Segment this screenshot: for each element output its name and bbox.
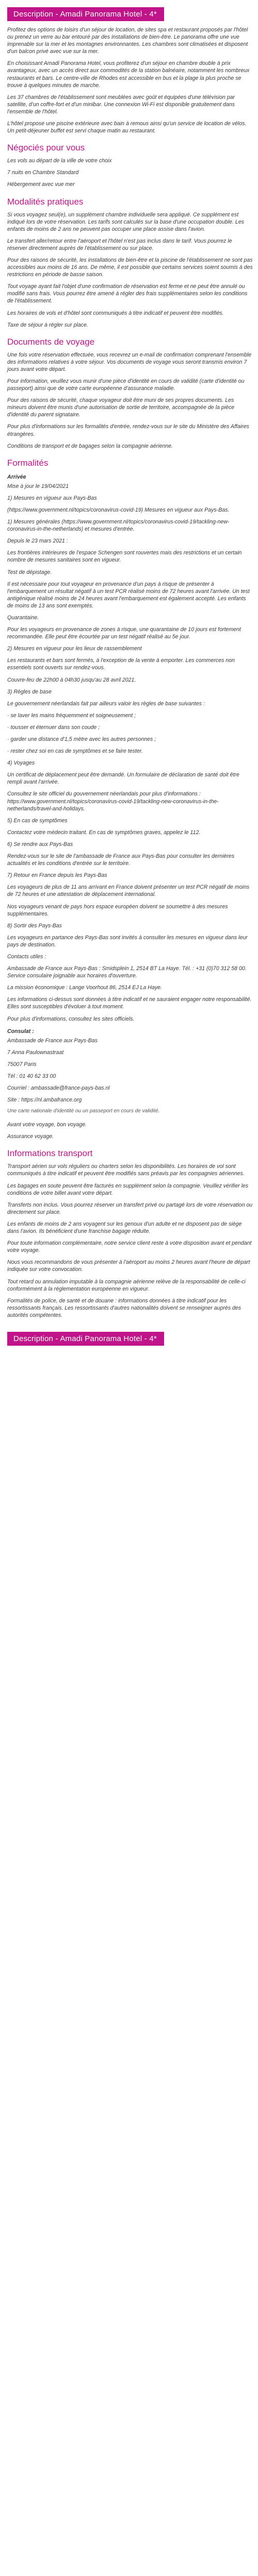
formalites-list xyxy=(7,483,253,1023)
info-paragraph: Transport aérien sur vols réguliers ou charters selon les disponibilités. Les horaires de vol sont communiqués à titre indicatif et peuvent être modifiés sans préavis par les compagnies aériennes. xyxy=(7,1163,245,1177)
consulat-line: 7 Anna Paulownastraat xyxy=(7,1049,64,1056)
formalites-paragraph: Un certificat de déplacement peut être demandé. Un formulaire de déclaration de santé doit être rempli avant l'arrivée. xyxy=(7,772,239,786)
formalites-paragraph: Contactez votre médecin traitant. En cas de symptômes graves, appelez le 112. xyxy=(7,829,201,836)
formalites-paragraph: 7) Retour en France depuis les Pays-Bas xyxy=(7,872,107,879)
formalites-paragraph: 5) En cas de symptômes xyxy=(7,817,68,824)
modalites-paragraph: Pour des raisons de sécurité, les installations de bien-être et la piscine de l'établissement ne sont pas accessibles aux moins de 16 ans. De même, il est possible que certains services soient soumis à des restrictions en période de basse saison. xyxy=(7,257,253,278)
id-caption: Une carte nationale d'identité ou un passeport en cours de validité. xyxy=(7,1108,160,1114)
formalites-paragraph: (https://www.government.nl/topics/coronavirus-covid-19) Mesures en vigueur aux Pays-Bas. xyxy=(7,506,230,513)
consulat-label: Consulat : xyxy=(7,1028,34,1035)
intro-paragraph: Les 37 chambres de l'établissement sont meublées avec goût et équipées d'une télévision par satellite, d'un coffre-fort et d'un minibar. Une connexion Wi-Fi est disponible gratuitement dans l'ensemble de l'hôtel. xyxy=(7,94,235,115)
consulat-address xyxy=(7,1037,253,1104)
hotel-title-banner: Description - Amadi Panorama Hotel - 4* xyxy=(7,7,164,21)
formalites-paragraph: Les frontières intérieures de l'espace Schengen sont rouvertes mais des restrictions et un certain nombre de mesures sanitaires sont en vigueur. xyxy=(7,550,242,564)
consulat-line: Ambassade de France aux Pays-Bas xyxy=(7,1037,98,1044)
formalites-paragraph: 1) Mesures générales (https://www.government.nl/topics/coronavirus-covid-19/tackling-new-coronavirus-in-the-netherlands) et mesures d'entrée. xyxy=(7,519,230,533)
formalites-paragraph: Consultez le site officiel du gouvernement néerlandais pour plus d'informations : https://www.government.nl/topics/coronavirus-covid-19/tackling-new-coronavirus-in-the-netherlands/travel-and-holidays. xyxy=(7,791,219,812)
formalites-paragraph: Nos voyageurs venant de pays hors espace européen doivent se soumettre à des mesures supplémentaires. xyxy=(7,903,228,917)
documents-paragraph: Pour plus d'informations sur les formalités d'entrée, rendez-vous sur le site du Ministère des Affaires étrangères. xyxy=(7,423,249,437)
formalites-paragraph: La mission économique : Lange Voorhout 86, 2514 EJ La Haye. xyxy=(7,985,162,991)
consulat-line: 75007 Paris xyxy=(7,1061,37,1067)
formalites-paragraph: · garder une distance d'1,5 mètre avec les autres personnes ; xyxy=(7,736,156,742)
section-title-informations-transport: Informations transport xyxy=(7,1148,93,1159)
info-list xyxy=(7,1163,253,1292)
consulat-line: Site : https://nl.ambafrance.org xyxy=(7,1097,82,1104)
info-paragraph: Transferts non inclus. Vous pourrez réserver un transfert privé ou partagé lors de votre réservation ou directement sur place. xyxy=(7,1201,253,1215)
footer-banner: Description - Amadi Panorama Hotel - 4* xyxy=(7,1332,164,1346)
section-title-negocies: Négociés pour vous xyxy=(7,143,85,153)
formalites-paragraph: Il est nécessaire pour tout voyageur en provenance d'un pays à risque de présenter à l'embarquement un résultat négatif à un test PCR réalisé moins de 72 heures avant l'arrivée. Un test antigénique réalisé moins de 24 heures avant l'embarquement est également accepté. Les enfants de moins de 13 ans sont exemptés. xyxy=(7,581,250,609)
formalites-paragraph: Les voyageurs en partance des Pays-Bas sont invités à consulter les mesures en vigueur dans leur pays de destination. xyxy=(7,934,248,948)
documents-paragraph: Conditions de transport et de bagages selon la compagnie aérienne. xyxy=(7,443,173,449)
documents-paragraph: Une fois votre réservation effectuée, vous recevrez un e-mail de confirmation comprenant l'ensemble des informations relatives à votre séjour. Vos documents de voyage vous seront transmis environ 7 jours avant votre départ. xyxy=(7,351,252,372)
formalites-paragraph: Ambassade de France aux Pays-Bas : Smidsplein 1, 2514 BT La Haye. Tél. : +31 (0)70 312 58 00. Service consulaire joignable aux horaires d'ouverture. xyxy=(7,965,247,979)
modalites-paragraph: Si vous voyagez seul(e), un supplément chambre individuelle sera appliqué. Ce supplément est indiqué lors de votre réservation. Les tarifs sont calculés sur la base d'une occupation double. Les enfants de moins de 2 ans ne peuvent pas occuper une place assise dans l'avion. xyxy=(7,211,245,232)
modalites-paragraph: Le transfert aller/retour entre l'aéroport et l'hôtel n'est pas inclus dans le tarif. Vous pourrez le réserver directement auprès de l'établissement ou sur place. xyxy=(7,238,232,251)
formalites-paragraph: Depuis le 23 mars 2021 : xyxy=(7,538,68,545)
documents-paragraph: Pour des raisons de sécurité, chaque voyageur doit être muni de ses propres documents. Les mineurs doivent être munis d'une autorisation de sortie de territoire, accompagnée de la pièce d'identité du parent signataire. xyxy=(7,397,235,418)
intro-section xyxy=(7,26,253,134)
intro-paragraph: En choisissant Amadi Panorama Hotel, vous profiterez d'un séjour en chambre double à prix avantageux, avec un accès direct aux commodités de la station balnéaire, notamment les nombreux restaurants et bars. Le centre-ville de Rhodes est accessible en bus et la plage la plus proche se trouve à quelques minutes de marche. xyxy=(7,60,250,89)
formalites-paragraph: 2) Mesures en vigueur pour les lieux de rassemblement xyxy=(7,646,142,652)
formalites-paragraph: Pour les voyageurs en provenance de zones à risque, une quarantaine de 10 jours est fortement recommandée. Elle peut être écourtée par un test négatif réalisé au 5e jour. xyxy=(7,626,241,640)
consulat-line: Tél : 01 40 62 33 00 xyxy=(7,1073,56,1079)
consulat-line: Courriel : ambassade@france-pays-bas.nl xyxy=(7,1085,110,1091)
section-title-documents: Documents de voyage xyxy=(7,336,95,347)
negocies-item: 7 nuits en Chambre Standard xyxy=(7,170,79,176)
legal-text: Formalités de police, de santé et de douane : informations données à titre indicatif pour les ressortissants français. Les ressortissants d'autres nationalités doivent se renseigner auprès des autorités compétentes. xyxy=(7,1297,241,1318)
formalites-paragraph: Rendez-vous sur le site de l'ambassade de France aux Pays-Bas pour consulter les dernières actualités et les conditions d'entrée sur le territoire. xyxy=(7,853,235,867)
modalites-paragraph: Taxe de séjour à régler sur place. xyxy=(7,321,88,328)
formalites-paragraph: 3) Règles de base xyxy=(7,688,52,695)
formalites-paragraph: 8) Sortir des Pays-Bas xyxy=(7,922,62,929)
formalites-paragraph: Les voyageurs de plus de 11 ans arrivant en France doivent présenter un test PCR négatif de moins de 72 heures et une attestation de déplacement international. xyxy=(7,884,250,898)
formalites-paragraph: Mise à jour le 19/04/2021 xyxy=(7,483,69,489)
formalites-paragraph: Contacts utiles : xyxy=(7,953,46,960)
formalites-paragraph: Quarantaine. xyxy=(7,614,39,621)
formalites-paragraph: 4) Voyages xyxy=(7,760,35,767)
formalites-paragraph: 1) Mesures en vigueur aux Pays-Bas xyxy=(7,495,97,501)
formalites-paragraph: Le gouvernement néerlandais fait par ailleurs valoir les règles de base suivantes : xyxy=(7,700,205,707)
info-paragraph: Pour toute information complémentaire, notre service client reste à votre disposition avant et pendant votre voyage. xyxy=(7,1240,252,1254)
formalites-paragraph: Les restaurants et bars sont fermés, à l'exception de la vente à emporter. Les commerces non essentiels sont ouverts sur rendez-vous. xyxy=(7,657,235,671)
formalites-paragraph: Les informations ci-dessus sont données à titre indicatif et ne sauraient engager notre responsabilité. Elles sont susceptibles d'évoluer à tout moment. xyxy=(7,996,252,1010)
formalites-paragraph: · tousser et éternuer dans son coude ; xyxy=(7,724,100,731)
documents-paragraph: Pour information, veuillez vous munir d'une pièce d'identité en cours de validité (carte d'identité ou passeport) ainsi que de votre carte européenne d'assurance maladie. xyxy=(7,378,245,392)
formalites-paragraph: Couvre-feu de 22h00 à 04h30 jusqu'au 28 avril 2021. xyxy=(7,676,136,683)
formalites-paragraph: · rester chez soi en cas de symptômes et se faire tester. xyxy=(7,748,143,755)
info-paragraph: Les bagages en soute peuvent être facturés en supplément selon la compagnie. Veuillez vérifier les conditions de votre billet avant votre départ. xyxy=(7,1182,249,1196)
intro-paragraph: Profitez des options de loisirs d'un séjour de location, de sites spa et restaurant proposés par l'hôtel ou prenez un verre au bar entouré par des installations de bien-être. Le panorama offre une vue imprenable sur la mer et les montagnes environnantes. Les chambres sont climatisées et disposent d'un balcon privé avec vue sur la mer. xyxy=(7,27,248,55)
info-paragraph: Tout retard ou annulation imputable à la compagnie aérienne relève de la responsabilité de celle-ci conformément à la réglementation européenne en vigueur. xyxy=(7,1278,246,1292)
formalites-paragraph: Test de dépistage. xyxy=(7,569,52,575)
info-paragraph: Nous vous recommandons de vous présenter à l'aéroport au moins 2 heures avant l'heure de départ indiquée sur votre convocation. xyxy=(7,1259,250,1273)
negocies-item: Hébergement avec vue mer xyxy=(7,181,75,188)
negocies-item: Les vols au départ de la ville de votre choix xyxy=(7,158,112,164)
formalites-paragraph: · se laver les mains fréquemment et soigneusement ; xyxy=(7,712,136,719)
modalites-paragraph: Les horaires de vols et d'hôtel sont communiqués à titre indicatif et peuvent être modifiés. xyxy=(7,310,224,316)
formalites-paragraph: 6) Se rendre aux Pays-Bas xyxy=(7,841,73,848)
assurance-text: Assurance voyage. xyxy=(7,1133,54,1140)
bon-voyage-text: Avant votre voyage, bon voyage. xyxy=(7,1122,87,1128)
section-title-modalites: Modalités pratiques xyxy=(7,196,84,207)
formalites-paragraph: Pour plus d'informations, consultez les sites officiels. xyxy=(7,1015,135,1022)
modalites-paragraph: Tout voyage ayant fait l'objet d'une confirmation de réservation est ferme et ne peut être annulé ou modifié sans frais. Vous pourrez être amené à régler des frais supplémentaires selon les conditions de l'établissement. xyxy=(7,283,248,304)
intro-paragraph: L'hôtel propose une piscine extérieure avec bain à remous ainsi qu'un service de location de vélos. Un petit-déjeuner buffet est servi chaque matin au restaurant. xyxy=(7,121,247,134)
info-paragraph: Les enfants de moins de 2 ans voyagent sur les genoux d'un adulte et ne disposent pas de siège dans l'avion. Ils bénéficient d'une franchise bagage réduite. xyxy=(7,1221,242,1235)
section-title-formalites: Formalités xyxy=(7,457,49,468)
formalites-subhead: Arrivée xyxy=(7,473,26,480)
